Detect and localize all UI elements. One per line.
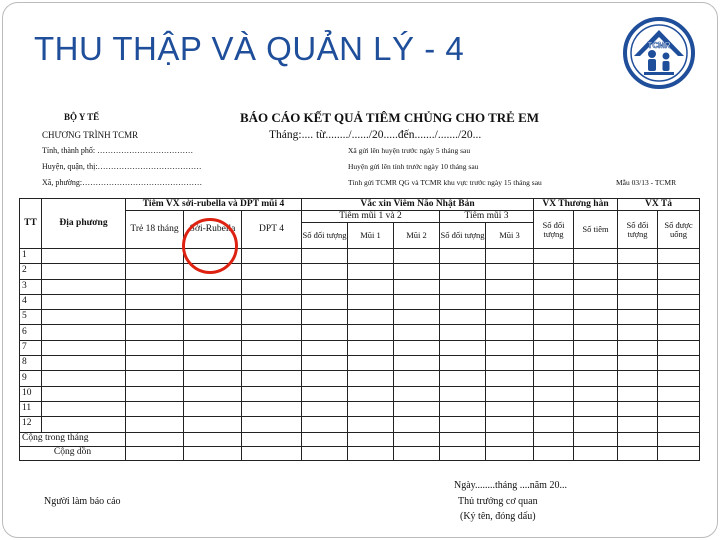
empty-cell: [440, 417, 486, 432]
empty-cell: [394, 417, 440, 432]
empty-cell: [302, 264, 348, 279]
table-row: [20, 264, 700, 279]
table-row: [20, 294, 700, 309]
empty-cell: [486, 401, 534, 416]
empty-cell: [126, 401, 184, 416]
empty-cell: [42, 386, 126, 401]
header-typhoid-target: Số đối tượng: [534, 211, 574, 249]
note-province: Tỉnh gửi TCMR QG và TCMR khu vực trước ngày 15 tháng sau: [348, 178, 542, 187]
empty-cell: [658, 325, 700, 340]
empty-cell: [126, 371, 184, 386]
empty-cell: [394, 386, 440, 401]
empty-cell: [534, 371, 574, 386]
empty-cell: [618, 294, 658, 309]
empty-cell: [486, 279, 534, 294]
empty-cell: [184, 294, 242, 309]
empty-cell: [242, 279, 302, 294]
empty-cell: [42, 294, 126, 309]
empty-cell: [126, 279, 184, 294]
empty-cell: [534, 249, 574, 264]
empty-cell: [440, 294, 486, 309]
header-je-group: Vắc xin Viêm Não Nhật Bản: [302, 199, 534, 211]
empty-cell: [348, 310, 394, 325]
empty-cell: [126, 356, 184, 371]
empty-cell: [42, 325, 126, 340]
header-je-m2: Mũi 2: [394, 223, 440, 249]
header-locality: Địa phương: [42, 199, 126, 249]
empty-cell: [302, 310, 348, 325]
empty-cell: [658, 264, 700, 279]
empty-cell: [658, 310, 700, 325]
empty-cell: [348, 386, 394, 401]
empty-cell: [618, 264, 658, 279]
province-line: Tỉnh, thành phố: ………………………………: [42, 146, 194, 155]
empty-cell: [440, 310, 486, 325]
empty-cell: [126, 386, 184, 401]
total-month-label: Cộng trong tháng: [20, 432, 126, 446]
row-number: 12: [20, 417, 42, 432]
district-line: Huyện, quận, thị:…………………………………: [42, 162, 202, 171]
table-row: [20, 371, 700, 386]
empty-cell: [42, 340, 126, 355]
empty-cell: [302, 371, 348, 386]
empty-cell: [394, 325, 440, 340]
empty-cell: [184, 386, 242, 401]
empty-cell: [534, 325, 574, 340]
header-je-m3: Mũi 3: [486, 223, 534, 249]
empty-cell: [348, 264, 394, 279]
empty-cell: [486, 340, 534, 355]
empty-cell: [534, 294, 574, 309]
empty-cell: [348, 294, 394, 309]
empty-cell: [242, 340, 302, 355]
empty-cell: [184, 325, 242, 340]
empty-cell: [486, 264, 534, 279]
empty-cell: [534, 279, 574, 294]
empty-cell: [486, 294, 534, 309]
table-row: [20, 340, 700, 355]
empty-cell: [302, 249, 348, 264]
empty-cell: [42, 417, 126, 432]
empty-cell: [348, 340, 394, 355]
empty-cell: [534, 401, 574, 416]
empty-cell: [348, 325, 394, 340]
note-commune: Xã gửi lên huyện trước ngày 5 tháng sau: [348, 146, 471, 155]
empty-cell: [184, 279, 242, 294]
empty-cell: [42, 264, 126, 279]
row-number: 3: [20, 279, 42, 294]
empty-cell: [618, 310, 658, 325]
table-row: [20, 325, 700, 340]
table-row: [20, 249, 700, 264]
empty-cell: [574, 325, 618, 340]
empty-cell: [242, 386, 302, 401]
empty-cell: [618, 279, 658, 294]
empty-cell: [440, 249, 486, 264]
empty-cell: [242, 356, 302, 371]
empty-cell: [302, 417, 348, 432]
empty-cell: [618, 249, 658, 264]
empty-cell: [658, 371, 700, 386]
empty-cell: [658, 417, 700, 432]
note-district: Huyện gửi lên tỉnh trước ngày 10 tháng sau: [348, 162, 479, 171]
empty-cell: [574, 386, 618, 401]
slide-title: THU THẬP VÀ QUẢN LÝ - 4: [34, 30, 465, 67]
empty-cell: [302, 401, 348, 416]
header-cholera-group: VX Tả: [618, 199, 700, 211]
table-row: [20, 356, 700, 371]
empty-cell: [618, 371, 658, 386]
row-number: 4: [20, 294, 42, 309]
empty-cell: [440, 325, 486, 340]
empty-cell: [486, 310, 534, 325]
empty-cell: [658, 279, 700, 294]
date-line: Ngày........tháng ....năm 20...: [454, 480, 567, 491]
logo-text: TCMR: [647, 41, 671, 50]
reporter-label: Người làm báo cáo: [44, 496, 121, 507]
header-dpt4: DPT 4: [242, 211, 302, 249]
header-tt: TT: [20, 199, 42, 249]
empty-cell: [394, 356, 440, 371]
empty-cell: [242, 401, 302, 416]
row-number: 9: [20, 371, 42, 386]
form-code: Mẫu 03/13 - TCMR: [616, 178, 677, 187]
highlight-circle: [182, 218, 238, 274]
empty-cell: [348, 279, 394, 294]
table-row: [20, 386, 700, 401]
empty-cell: [126, 340, 184, 355]
empty-cell: [574, 294, 618, 309]
total-cumulative-label: Cộng dồn: [20, 446, 126, 460]
empty-cell: [618, 356, 658, 371]
empty-cell: [534, 340, 574, 355]
empty-cell: [126, 325, 184, 340]
empty-cell: [574, 279, 618, 294]
empty-cell: [534, 264, 574, 279]
empty-cell: [302, 325, 348, 340]
empty-cell: [242, 264, 302, 279]
header-je-dose3: Tiêm mũi 3: [440, 211, 534, 223]
empty-cell: [574, 310, 618, 325]
empty-cell: [348, 371, 394, 386]
empty-cell: [394, 264, 440, 279]
header-measles-rubella: Sởi-Rubella: [184, 211, 242, 249]
empty-cell: [42, 356, 126, 371]
program-label: CHƯƠNG TRÌNH TCMR: [42, 130, 139, 140]
empty-cell: [658, 294, 700, 309]
empty-cell: [574, 340, 618, 355]
empty-cell: [184, 371, 242, 386]
empty-cell: [126, 310, 184, 325]
empty-cell: [574, 417, 618, 432]
row-number: 5: [20, 310, 42, 325]
empty-cell: [242, 417, 302, 432]
empty-cell: [42, 401, 126, 416]
table-row: [20, 310, 700, 325]
empty-cell: [486, 325, 534, 340]
commune-line: Xã, phường:………………………………………: [42, 178, 203, 187]
empty-cell: [242, 310, 302, 325]
row-number: 11: [20, 401, 42, 416]
empty-cell: [618, 417, 658, 432]
empty-cell: [394, 310, 440, 325]
empty-cell: [534, 310, 574, 325]
empty-cell: [394, 279, 440, 294]
report-month-line: Tháng:.... từ......../....../20.....đến......./......./20...: [269, 129, 482, 141]
empty-cell: [440, 386, 486, 401]
row-number: 1: [20, 249, 42, 264]
empty-cell: [42, 279, 126, 294]
empty-cell: [348, 356, 394, 371]
empty-cell: [42, 249, 126, 264]
empty-cell: [658, 340, 700, 355]
empty-cell: [574, 356, 618, 371]
head-of-agency: Thủ trưởng cơ quan: [458, 496, 538, 507]
empty-cell: [184, 310, 242, 325]
table-row: [20, 279, 700, 294]
row-number: 8: [20, 356, 42, 371]
empty-cell: [126, 294, 184, 309]
empty-cell: [42, 371, 126, 386]
empty-cell: [302, 356, 348, 371]
empty-cell: [184, 401, 242, 416]
header-measles-group: Tiêm VX sởi-rubella và DPT mũi 4: [126, 199, 302, 211]
empty-cell: [42, 310, 126, 325]
empty-cell: [184, 340, 242, 355]
empty-cell: [658, 356, 700, 371]
empty-cell: [440, 401, 486, 416]
empty-cell: [658, 401, 700, 416]
header-je-dose12: Tiêm mũi 1 và 2: [302, 211, 440, 223]
empty-cell: [394, 371, 440, 386]
empty-cell: [242, 249, 302, 264]
empty-cell: [394, 249, 440, 264]
header-typhoid-vaccinated: Số tiêm: [574, 211, 618, 249]
empty-cell: [348, 417, 394, 432]
empty-cell: [574, 371, 618, 386]
header-typhoid-group: VX Thương hàn: [534, 199, 618, 211]
empty-cell: [534, 356, 574, 371]
empty-cell: [486, 249, 534, 264]
empty-cell: [574, 249, 618, 264]
empty-cell: [486, 386, 534, 401]
empty-cell: [302, 340, 348, 355]
empty-cell: [486, 356, 534, 371]
header-child-18m: Trẻ 18 tháng: [126, 211, 184, 249]
empty-cell: [440, 279, 486, 294]
empty-cell: [574, 401, 618, 416]
row-number: 7: [20, 340, 42, 355]
empty-cell: [184, 356, 242, 371]
empty-cell: [618, 325, 658, 340]
empty-cell: [184, 417, 242, 432]
empty-cell: [348, 401, 394, 416]
header-cholera-target: Số đối tượng: [618, 211, 658, 249]
empty-cell: [302, 386, 348, 401]
report-table: [19, 198, 700, 461]
report-form: [14, 104, 706, 532]
empty-cell: [658, 249, 700, 264]
empty-cell: [242, 371, 302, 386]
empty-cell: [394, 340, 440, 355]
empty-cell: [440, 340, 486, 355]
empty-cell: [440, 356, 486, 371]
empty-cell: [126, 264, 184, 279]
empty-cell: [126, 249, 184, 264]
ministry-label: BỘ Y TẾ: [64, 112, 100, 122]
header-je-target2: Số đối tượng: [440, 223, 486, 249]
empty-cell: [348, 249, 394, 264]
empty-cell: [394, 401, 440, 416]
empty-cell: [440, 264, 486, 279]
sign-note: (Ký tên, đóng dấu): [460, 511, 536, 522]
empty-cell: [302, 294, 348, 309]
table-row: [20, 417, 700, 432]
header-je-m1: Mũi 1: [348, 223, 394, 249]
empty-cell: [242, 294, 302, 309]
empty-cell: [126, 417, 184, 432]
empty-cell: [618, 340, 658, 355]
row-number: 6: [20, 325, 42, 340]
empty-cell: [534, 386, 574, 401]
empty-cell: [302, 279, 348, 294]
empty-cell: [658, 386, 700, 401]
empty-cell: [440, 371, 486, 386]
empty-cell: [618, 401, 658, 416]
row-number: 10: [20, 386, 42, 401]
header-cholera-drink: Số được uống: [658, 211, 700, 249]
empty-cell: [486, 371, 534, 386]
empty-cell: [618, 386, 658, 401]
empty-cell: [534, 417, 574, 432]
header-je-target1: Số đối tượng: [302, 223, 348, 249]
empty-cell: [242, 325, 302, 340]
row-number: 2: [20, 264, 42, 279]
tcmr-logo: [622, 16, 696, 90]
table-row: [20, 401, 700, 416]
empty-cell: [486, 417, 534, 432]
empty-cell: [574, 264, 618, 279]
report-title: BÁO CÁO KẾT QUẢ TIÊM CHỦNG CHO TRẺ EM: [240, 110, 540, 125]
empty-cell: [394, 294, 440, 309]
